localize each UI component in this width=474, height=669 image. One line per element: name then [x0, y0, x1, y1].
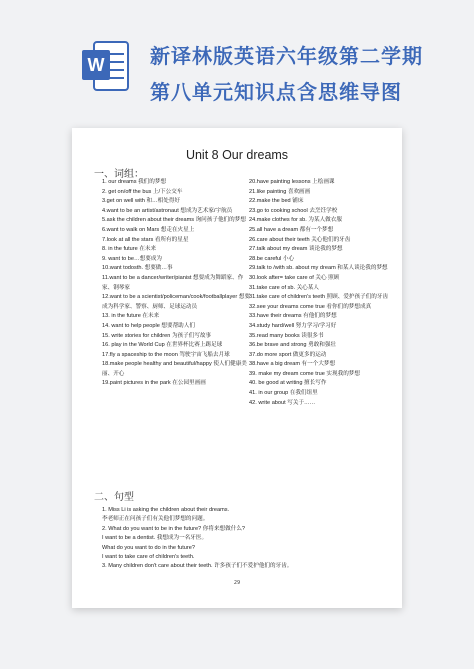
- phrase-list-left: [102, 178, 250, 389]
- phrase-item: 34.study hard/well 努力学习/学习好: [249, 322, 337, 329]
- sentence-line: I want to take care of children's teeth.: [102, 554, 195, 561]
- sentence-line: 2. What do you want to be in the future? 你将来想做什么?: [102, 525, 246, 532]
- phrase-item: 23.go to cooking school 去烹饪学校: [249, 207, 338, 214]
- sentence-list: [102, 506, 392, 572]
- sentence-line: 3. Many children don't care about their teeth. 许多孩子们不爱护他们的牙齿。: [102, 563, 293, 570]
- phrase-item: 26.care about their teeth 关心他们的牙齿: [249, 236, 351, 243]
- phrase-list-right: [249, 178, 397, 408]
- section-heading-sentences: 二、句型: [94, 492, 134, 503]
- phrase-item: 41. in our group 在我们组里: [249, 390, 318, 397]
- banner-title-line-1: 新译林版英语六年级第二学期: [150, 44, 423, 68]
- phrase-item: 35.read many books 读很多书: [249, 332, 324, 339]
- document-page: [72, 128, 402, 608]
- phrase-item: 1. our dreams 我们的梦想: [102, 179, 167, 185]
- phrase-item: 29.talk to /with sb. about my dream 和某人谈论我的梦想: [249, 265, 388, 272]
- phrase-item: 27.talk about my dream 谈论我的梦想: [249, 246, 343, 253]
- phrase-item: 18.make people healthy and beautiful/happy 使人们健康美丽、开心: [102, 361, 247, 377]
- banner-title-line-2: 第八单元知识点含思维导图: [150, 80, 402, 104]
- phrase-item: 42. write about 写关于……: [249, 399, 316, 406]
- sentence-line: What do you want to do in the future?: [102, 544, 195, 551]
- phrase-item: 5.ask the children about their dreams 询问孩子他们的梦想: [102, 217, 246, 224]
- phrase-item: 7.look at all the stars 看所有的星星: [102, 236, 189, 243]
- sentence-line: I want to be a dentist. 我想成为一名牙医。: [102, 535, 208, 542]
- phrase-item: 38.have a big dream 有一个大梦想: [249, 361, 336, 368]
- phrase-item: 10.want todosth. 想要做…事: [102, 265, 173, 272]
- phrase-item: 9. want to be…想要成为: [102, 255, 162, 262]
- phrase-item: 40. be good at writing 擅长写作: [249, 380, 327, 387]
- phrase-item: 28.be careful 小心: [249, 255, 295, 262]
- phrase-item: 19.paint pictures in the park 在公园里画画: [102, 380, 206, 387]
- phrase-item: 16. play in the World Cup 在世界杯比赛上踢足球: [102, 342, 223, 349]
- phrase-item: 4.want to be an artist/astronaut 想成为艺术家/宇航员: [102, 207, 233, 214]
- phrase-item: 8. in the future 在未来: [102, 246, 157, 253]
- phrase-item: 2. get on/off the bus 上/下公交车: [102, 188, 183, 195]
- phrase-item: 14. want to help people 想要帮助人们: [102, 322, 195, 329]
- phrase-item: 36.be brave and strong 勇敢和强壮: [249, 342, 337, 349]
- word-icon: [82, 38, 130, 94]
- phrase-item: 25.all have a dream 都有一个梦想: [249, 226, 334, 233]
- phrase-item: 33.have their dreams 有他们的梦想: [249, 313, 337, 320]
- phrase-item: 13. in the future 在未来: [102, 313, 160, 320]
- page-number: 29: [233, 580, 241, 586]
- phrase-item: 37.do more sport 做更多的运动: [249, 351, 327, 358]
- phrase-item: 15. write stories for children 为孩子们写故事: [102, 332, 212, 339]
- sentence-line: 李老师正在问孩子们有关他们梦想的问题。: [102, 516, 209, 523]
- section-heading-phrases: 一、词组：: [94, 169, 144, 180]
- phrase-item: 31.take care of children's teeth 照顾、爱护孩子们的牙齿: [249, 294, 389, 301]
- phrase-item: 22.make the bed 铺床: [249, 198, 304, 205]
- phrase-item: 32.see your dreams come true 看你们的梦想成真: [249, 303, 372, 310]
- phrase-item: 39. make my dream come true 实现我的梦想: [249, 370, 360, 377]
- phrase-item: 21.like painting 喜欢画画: [249, 188, 311, 195]
- sentence-line: 1. Miss Li is asking the children about their dreams.: [102, 507, 230, 513]
- unit-title: Unit 8 Our dreams: [185, 148, 289, 162]
- phrase-item: 30.look after= take care of 关心 照顾: [249, 274, 340, 281]
- phrase-item: 24.make clothes for sb. 为某人做衣服: [249, 217, 342, 224]
- phrase-item: 20.have painting lessons 上绘画课: [249, 179, 335, 185]
- phrase-item: 6.want to walk on Mars 想走在火星上: [102, 226, 195, 233]
- phrase-item: 17.fly a spaceship to the moon 驾驶宇宙飞船去月球: [102, 351, 230, 358]
- svg-text:W: W: [87, 55, 105, 75]
- phrase-item: 12.want to be a scientist/policeman/cook/footballplayer 想要成为科学家、警察、厨师、足球运动员: [102, 294, 251, 310]
- phrase-item: 3.get on well with 和…相处得好: [102, 198, 181, 205]
- banner: [0, 0, 474, 120]
- phrase-item: 11.want to be a dancer/writer/pianist 想要成为舞蹈家、作家、钢琴家: [102, 274, 244, 291]
- phrase-item: 31.take care of sb. 关心某人: [249, 284, 319, 291]
